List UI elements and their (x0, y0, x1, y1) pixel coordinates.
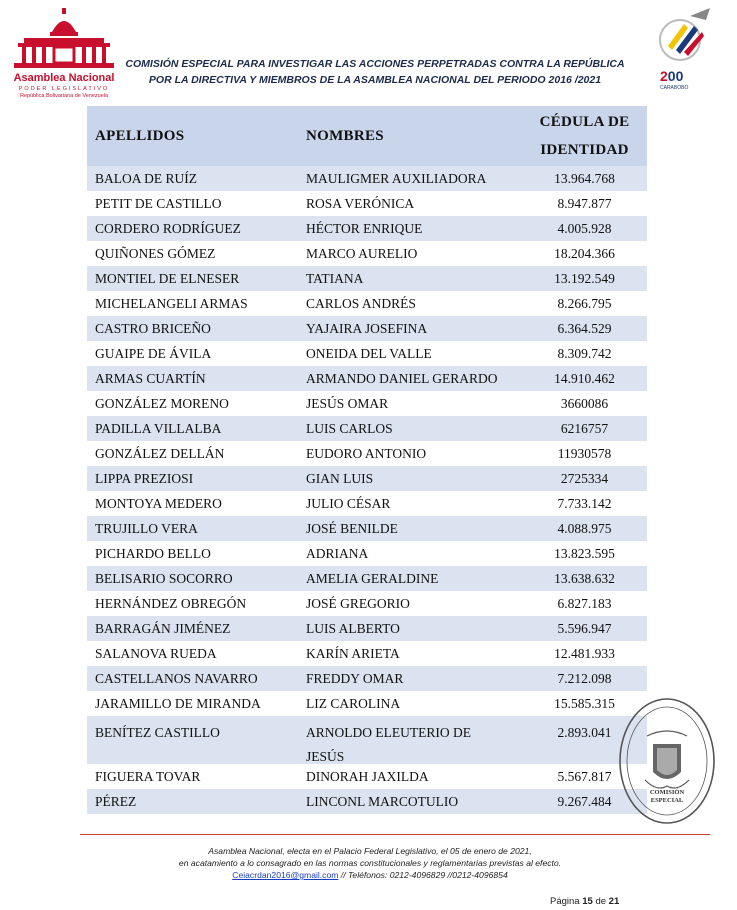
header-apellidos: APELLIDOS (95, 127, 185, 144)
cell-cedula: 12.481.933 (554, 645, 615, 661)
table-row (87, 666, 647, 691)
cell-apellidos: BENÍTEZ CASTILLO (95, 725, 220, 740)
cell-cedula: 4.088.975 (557, 520, 612, 536)
cell-cedula: 11930578 (557, 445, 612, 461)
document-title (120, 56, 630, 88)
cell-nombres: LUIS ALBERTO (306, 620, 400, 636)
cell-nombres-line-2: JESÚS (306, 749, 345, 764)
cell-nombres: JOSÉ BENILDE (306, 520, 398, 536)
cell-nombres: ROSA VERÓNICA (306, 195, 415, 211)
cell-apellidos: BALOA DE RUÍZ (95, 170, 197, 186)
cell-cedula: 8.266.795 (557, 295, 612, 311)
table-row (87, 191, 647, 216)
logo-number: 200 (660, 68, 684, 84)
cell-nombres: JULIO CÉSAR (306, 495, 391, 511)
table-row (87, 616, 647, 641)
cell-cedula: 7.212.098 (557, 670, 612, 686)
logo-brand-text: Asamblea Nacional (13, 72, 115, 84)
cell-apellidos: ARMAS CUARTÍN (95, 370, 206, 386)
cell-cedula: 5.596.947 (557, 620, 612, 636)
cell-cedula: 2725334 (560, 470, 609, 486)
cell-nombres: GIAN LUIS (306, 470, 374, 486)
cell-nombres: DINORAH JAXILDA (306, 768, 429, 784)
cell-cedula: 7.733.142 (557, 495, 612, 511)
table-row (87, 441, 647, 466)
cell-apellidos: PÉREZ (95, 793, 137, 809)
header-cedula: CÉDULA DE IDENTIDAD (539, 114, 630, 158)
cell-nombres: MAULIGMER AUXILIADORA (306, 170, 487, 186)
cell-cedula: 14.910.462 (554, 370, 615, 386)
table-body (87, 166, 647, 814)
cell-nombres: JESÚS OMAR (306, 395, 389, 411)
cell-apellidos: SALANOVA RUEDA (95, 645, 217, 661)
cell-apellidos: BELISARIO SOCORRO (95, 570, 233, 586)
cell-apellidos: GONZÁLEZ DELLÁN (95, 445, 225, 461)
cell-apellidos: MONTIEL DE ELNESER (95, 270, 240, 286)
table-row (87, 641, 647, 666)
table-row (87, 241, 647, 266)
table-row (87, 566, 647, 591)
footer (100, 845, 640, 881)
cell-apellidos: BARRAGÁN JIMÉNEZ (95, 620, 231, 636)
page-number: Página 15 de 21 (550, 896, 620, 907)
asamblea-nacional-logo (8, 6, 120, 106)
table-header (87, 106, 647, 166)
cell-apellidos: MICHELANGELI ARMAS (95, 295, 248, 311)
table-row (87, 789, 647, 814)
cell-cedula: 13.638.632 (554, 570, 615, 586)
cell-apellidos: GONZÁLEZ MORENO (95, 395, 229, 411)
cell-apellidos: QUIÑONES GÓMEZ (95, 245, 216, 261)
cell-apellidos: CASTELLANOS NAVARRO (95, 670, 258, 686)
official-stamp (617, 696, 717, 826)
cell-apellidos: LIPPA PREZIOSI (95, 470, 194, 486)
footer-email-link[interactable]: Ceiacrdan2016@gmail.com (232, 870, 339, 880)
capitol-building-icon (8, 6, 120, 72)
table-row (87, 291, 647, 316)
cell-nombres: FREDDY OMAR (306, 670, 404, 686)
cell-nombres: TATIANA (306, 270, 364, 286)
cell-nombres: MARCO AURELIO (306, 245, 418, 261)
cell-apellidos: MONTOYA MEDERO (95, 495, 222, 511)
cell-nombres: LIZ CAROLINA (306, 695, 401, 711)
table-row (87, 416, 647, 441)
header-nombres: NOMBRES (306, 127, 384, 144)
table-row (87, 716, 647, 764)
table-row (87, 516, 647, 541)
cell-apellidos: PETIT DE CASTILLO (95, 195, 222, 211)
cell-nombres: EUDORO ANTONIO (306, 445, 427, 461)
table-row (87, 216, 647, 241)
carabobo-bicentennial-logo (640, 6, 720, 96)
table-row (87, 591, 647, 616)
table-row (87, 541, 647, 566)
cell-cedula: 8.947.877 (557, 195, 612, 211)
cell-nombres: LUIS CARLOS (306, 420, 393, 436)
cell-apellidos: FIGUERA TOVAR (95, 768, 201, 784)
cell-cedula: 13.964.768 (554, 170, 615, 186)
cell-cedula: 4.005.928 (557, 220, 612, 236)
cell-cedula: 6.827.183 (557, 595, 612, 611)
cell-apellidos: CASTRO BRICEÑO (95, 320, 211, 336)
table-row (87, 366, 647, 391)
cell-cedula: 9.267.484 (557, 793, 612, 809)
table-row (87, 266, 647, 291)
members-table (87, 106, 647, 814)
cell-apellidos: CORDERO RODRÍGUEZ (95, 220, 241, 236)
cell-nombres: YAJAIRA JOSEFINA (306, 320, 428, 336)
table-row (87, 466, 647, 491)
table-row (87, 491, 647, 516)
cell-nombres: JOSÉ GREGORIO (306, 595, 410, 611)
stamp-seal-icon (617, 696, 717, 826)
cell-nombres: ADRIANA (306, 545, 369, 561)
logo-country: República Bolivariana de Venezuela (19, 93, 109, 99)
cell-apellidos: TRUJILLO VERA (95, 520, 198, 536)
cell-cedula: 13.823.595 (554, 545, 615, 561)
table-row (87, 166, 647, 191)
table-row (87, 691, 647, 716)
cell-cedula: 8.309.742 (557, 345, 612, 361)
footer-line-1: Asamblea Nacional, electa en el Palacio Federal Legislativo, el 05 de enero de 2021, (208, 846, 532, 856)
cell-cedula: 6.364.529 (557, 320, 612, 336)
cell-cedula: 5.567.817 (557, 768, 612, 784)
stamp-line-2: ESPECIAL (650, 797, 684, 804)
cell-nombres: CARLOS ANDRÉS (306, 295, 416, 311)
cell-nombres: LINCONL MARCOTULIO (306, 793, 459, 809)
cell-cedula: 18.204.366 (554, 245, 615, 261)
table-row (87, 341, 647, 366)
table-row (87, 391, 647, 416)
cell-nombres: ONEIDA DEL VALLE (306, 345, 432, 361)
cell-cedula: 6216757 (560, 420, 609, 436)
footer-contact (100, 869, 640, 881)
bicentennial-emblem-icon (640, 6, 720, 68)
table-row (87, 316, 647, 341)
footer-divider (80, 834, 710, 835)
logo-caption: CARABOBO (660, 85, 689, 91)
cell-apellidos: PICHARDO BELLO (95, 545, 211, 561)
stamp-line-1: COMISIÓN (649, 789, 685, 796)
cell-cedula: 3660086 (560, 395, 609, 411)
cell-apellidos: JARAMILLO DE MIRANDA (95, 695, 261, 711)
cell-apellidos: PADILLA VILLALBA (95, 420, 222, 436)
title-line-1: COMISIÓN ESPECIAL PARA INVESTIGAR LAS ACCIONES PERPETRADAS CONTRA LA REPÚBLICA (125, 58, 625, 70)
logo-subtitle: PODER LEGISLATIVO (18, 86, 110, 92)
cell-nombres (298, 716, 522, 769)
cell-apellidos: GUAIPE DE ÁVILA (95, 345, 212, 361)
footer-phones: // Teléfonos: 0212-4096829 //0212-4096854 (338, 870, 508, 880)
cell-nombres: HÉCTOR ENRIQUE (306, 220, 423, 236)
cell-cedula: 2.893.041 (557, 725, 612, 740)
cell-nombres: ARMANDO DANIEL GERARDO (306, 370, 498, 386)
cell-apellidos: HERNÁNDEZ OBREGÓN (95, 595, 247, 611)
cell-nombres: KARÍN ARIETA (306, 645, 400, 661)
cell-nombres: AMELIA GERALDINE (306, 570, 439, 586)
footer-line-2: en acatamiento a lo consagrado en las normas constitucionales y reglamentarias previstas al efecto. (178, 858, 562, 868)
cell-cedula: 15.585.315 (554, 695, 615, 711)
cell-nombres-line-1: ARNOLDO ELEUTERIO DE (306, 725, 471, 740)
cell-cedula: 13.192.549 (554, 270, 615, 286)
title-line-2: POR LA DIRECTIVA Y MIEMBROS DE LA ASAMBLEA NACIONAL DEL PERIODO 2016 /2021 (148, 74, 602, 86)
table-row (87, 764, 647, 789)
